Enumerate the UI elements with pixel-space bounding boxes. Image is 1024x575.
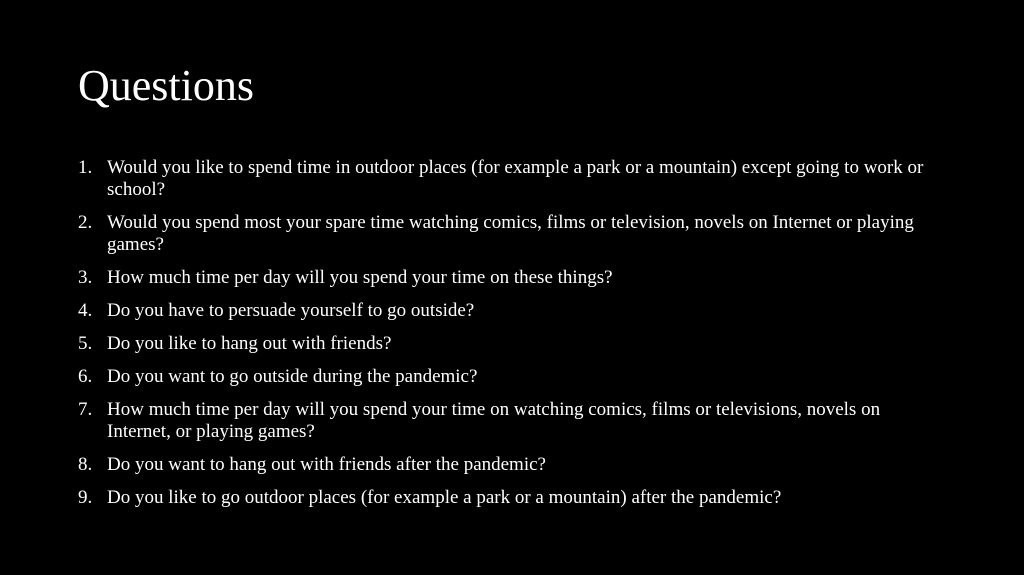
question-text: Do you have to persuade yourself to go outside? [107, 300, 475, 321]
list-item [78, 300, 948, 322]
list-item [78, 399, 948, 443]
slide-title: Questions [78, 61, 254, 110]
list-number: 1. [78, 157, 93, 178]
list-number: 8. [78, 454, 93, 475]
list-number: 3. [78, 267, 93, 288]
question-text: Do you like to go outdoor places (for example a park or a mountain) after the pandemic? [107, 487, 782, 508]
question-text: Would you spend most your spare time watching comics, films or television, novels on Internet or playing games? [107, 212, 914, 255]
list-item [78, 267, 948, 289]
list-number: 5. [78, 333, 93, 354]
list-item [78, 366, 948, 388]
list-number: 4. [78, 300, 93, 321]
list-number: 9. [78, 487, 93, 508]
list-item [78, 333, 948, 355]
questions-list [78, 157, 948, 520]
list-number: 6. [78, 366, 93, 387]
list-number: 7. [78, 399, 93, 420]
question-text: How much time per day will you spend your time on watching comics, films or televisions, novels on Internet, or playing games? [107, 399, 881, 442]
question-text: Do you want to hang out with friends after the pandemic? [107, 454, 546, 475]
question-text: Do you want to go outside during the pandemic? [107, 366, 478, 387]
list-item [78, 212, 948, 256]
list-item [78, 487, 948, 509]
question-text: How much time per day will you spend your time on these things? [107, 267, 613, 288]
list-item [78, 157, 948, 201]
question-text: Do you like to hang out with friends? [107, 333, 392, 354]
list-number: 2. [78, 212, 93, 233]
question-text: Would you like to spend time in outdoor places (for example a park or a mountain) except going to work or school? [107, 157, 924, 200]
list-item [78, 454, 948, 476]
